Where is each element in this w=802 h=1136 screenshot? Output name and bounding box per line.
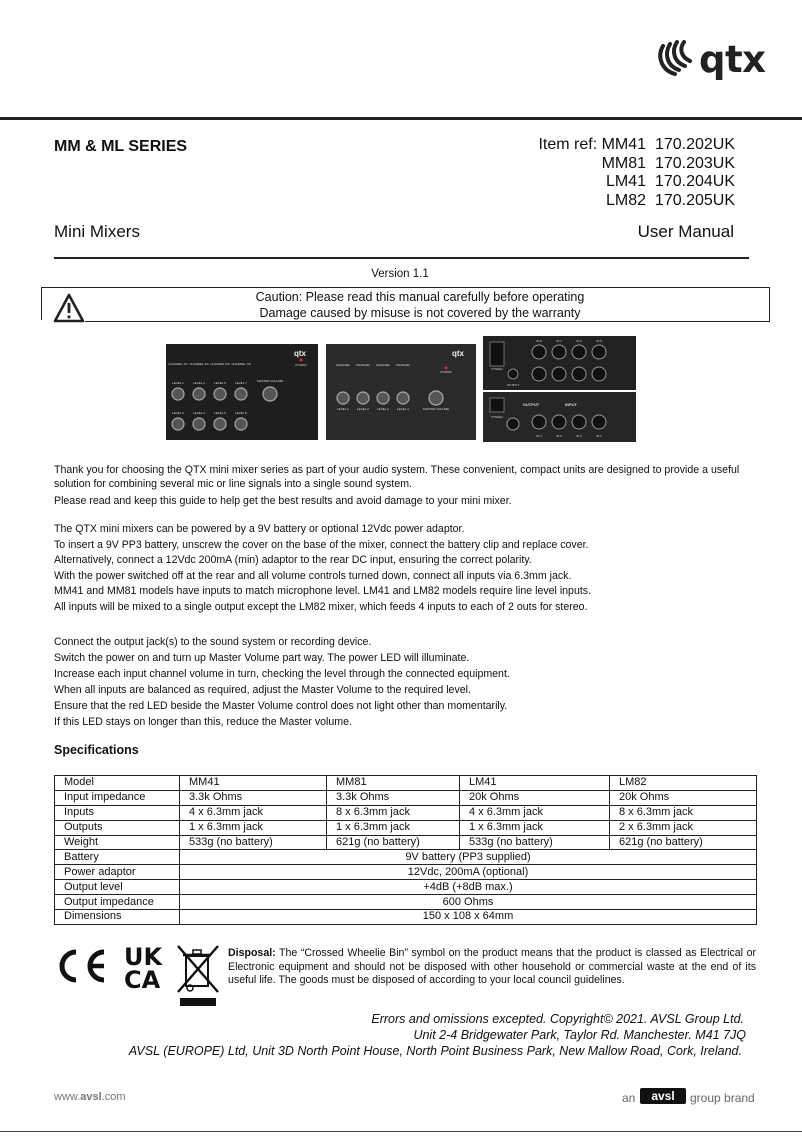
- operation-line: Ensure that the red LED beside the Master Volume control does not light other than momentarily.: [54, 700, 508, 712]
- rear-output-label: OUTPUT: [506, 383, 520, 387]
- spec-cell: 20k Ohms: [460, 790, 610, 805]
- setup-line: Alternatively, connect a 12Vdc 200mA (min) adaptor to the rear DC input, ensuring the correct polarity.: [54, 554, 532, 566]
- spec-label: Output level: [55, 880, 180, 895]
- spec-cell: LM41: [460, 776, 610, 791]
- panel-level-label: LEVEL 4: [193, 411, 205, 415]
- rear-input-label: IN 2: [576, 434, 582, 438]
- panel-level-label: LEVEL 2: [172, 411, 184, 415]
- spec-cell: 12Vdc, 200mA (optional): [180, 865, 757, 880]
- panel-channel-label: CHANNEL 7/8: [231, 362, 251, 366]
- disposal-label: Disposal:: [228, 947, 276, 959]
- table-row: [55, 910, 757, 925]
- specifications-table: [54, 775, 757, 925]
- website-brand: avsl: [80, 1091, 102, 1103]
- top-divider: [0, 117, 802, 120]
- spec-label: Battery: [55, 850, 180, 865]
- website-prefix: www.: [54, 1091, 81, 1103]
- caution-text: [180, 289, 660, 321]
- disposal-text: The “Crossed Wheelie Bin” symbol on the product means that the product is classed as Electrical or Electronic equipment and should not be disposed with other household or commercial waste at the end of its useful life. The goods must be disposed of according to your local council guidelines.: [228, 947, 756, 986]
- table-row: [55, 805, 757, 820]
- series-title: MM & ML SERIES: [54, 138, 188, 155]
- spec-cell: 1 x 6.3mm jack: [180, 820, 327, 835]
- rear-input-label: IN 8: [536, 339, 542, 343]
- spec-cell: 3.3k Ohms: [180, 790, 327, 805]
- panel-channel-label: CHANNEL 3/4: [189, 362, 209, 366]
- caution-line-2: Damage caused by misuse is not covered by the warranty: [259, 306, 581, 320]
- operation-section: [54, 634, 754, 730]
- product-photos: [166, 336, 636, 442]
- header-divider: [54, 257, 749, 259]
- spec-cell: 8 x 6.3mm jack: [610, 805, 757, 820]
- spec-cell: +4dB (+8dB max.): [180, 880, 757, 895]
- product-type: Mini Mixers: [54, 222, 140, 241]
- warning-icon: [53, 293, 85, 323]
- panel-channel-label: CHANNEL 5/6: [210, 362, 230, 366]
- spec-label: Dimensions: [55, 910, 180, 925]
- intro-section: [54, 464, 754, 509]
- weee-bin-icon: [176, 944, 220, 1008]
- footer-address-uk: Unit 2-4 Bridgewater Park, Taylor Rd. Manchester. M41 7JQ: [413, 1028, 746, 1042]
- spec-cell: MM41: [180, 776, 327, 791]
- spec-label: Weight: [55, 835, 180, 850]
- spec-cell: 621g (no battery): [610, 835, 757, 850]
- spec-cell: 3.3k Ohms: [327, 790, 460, 805]
- rear-power-label: POWER: [491, 415, 503, 419]
- spec-cell: 9V battery (PP3 supplied): [180, 850, 757, 865]
- spec-cell: 533g (no battery): [180, 835, 327, 850]
- table-row: [55, 850, 757, 865]
- table-row: [55, 895, 757, 910]
- footer-copyright: Errors and omissions excepted. Copyright© 2021. AVSL Group Ltd.: [371, 1012, 744, 1026]
- spec-label: Input impedance: [55, 790, 180, 805]
- table-row: [55, 820, 757, 835]
- panel-channel-label: CHANNEL 1/2: [168, 362, 188, 366]
- mm41-front-panel: [166, 344, 318, 440]
- setup-section: [54, 522, 754, 615]
- intro-paragraph: Please read and keep this guide to help get the best results and avoid damage to your mini mixer.: [54, 495, 512, 507]
- panel-master-label: MASTER VOLUME: [422, 407, 450, 411]
- operation-line: If this LED stays on longer than this, reduce the Master volume.: [54, 716, 352, 728]
- spec-cell: 621g (no battery): [327, 835, 460, 850]
- qtx-logo: [655, 36, 765, 80]
- spec-cell: 150 x 108 x 64mm: [180, 910, 757, 925]
- website-suffix: .com: [101, 1091, 126, 1103]
- item-ref-line: LM41 170.204UK: [606, 173, 735, 190]
- item-ref-line: LM82 170.205UK: [606, 191, 735, 209]
- panel-level-label: LEVEL 7: [235, 381, 247, 385]
- panel-channel-label: CHANNEL: [355, 363, 371, 367]
- rear-power-label: POWER: [491, 367, 503, 371]
- rear-input-label: IN 3: [556, 434, 562, 438]
- ce-mark-icon: [54, 946, 114, 986]
- spec-cell: 4 x 6.3mm jack: [180, 805, 327, 820]
- avsl-logo: avsl: [640, 1088, 686, 1104]
- operation-line: When all inputs are balanced as required, adjust the Master Volume to the required level.: [54, 684, 471, 696]
- panel-level-label: LEVEL 4: [397, 407, 409, 411]
- spec-cell: 20k Ohms: [610, 790, 757, 805]
- setup-line: The QTX mini mixers can be powered by a 9V battery or optional 12Vdc power adaptor.: [54, 523, 465, 535]
- panel-level-label: LEVEL 1: [337, 407, 349, 411]
- panel-power-label: POWER: [295, 363, 307, 367]
- website-link[interactable]: [54, 1091, 126, 1103]
- spec-cell: 2 x 6.3mm jack: [610, 820, 757, 835]
- rear-input-label: IN 7: [556, 339, 562, 343]
- mm81-front-panel: [326, 344, 476, 440]
- rear-output-label: OUTPUT: [522, 402, 540, 407]
- brand-prefix: an: [622, 1091, 636, 1105]
- panel-channel-label: CHANNEL: [335, 363, 351, 367]
- item-ref-line: Item ref: MM41 170.202UK: [538, 136, 735, 153]
- panel-channel-label: CHANNEL: [375, 363, 391, 367]
- rear-input-label: IN 5: [596, 339, 602, 343]
- panel-level-label: LEVEL 1: [172, 381, 184, 385]
- setup-line: To insert a 9V PP3 battery, unscrew the cover on the base of the mixer, connect the battery clip and replace cover.: [54, 538, 589, 551]
- qtx-swirl-icon: [655, 36, 699, 80]
- table-row: [55, 835, 757, 850]
- panel-logo: qtx: [294, 349, 306, 358]
- intro-paragraph: Thank you for choosing the QTX mini mixer series as part of your audio system. These convenient, compact units are designed to provide a useful solution for combining several mic or line signals into a single sound system.: [54, 464, 740, 490]
- ukca-ca-text: CA: [124, 966, 161, 990]
- spec-cell: 1 x 6.3mm jack: [460, 820, 610, 835]
- rear-input-label: IN 4: [536, 434, 542, 438]
- table-row: [55, 776, 757, 791]
- bottom-divider: [0, 1131, 802, 1132]
- spec-cell: 600 Ohms: [180, 895, 757, 910]
- operation-line: Switch the power on and turn up Master Volume part way. The power LED will illuminate.: [54, 652, 470, 664]
- panel-level-label: LEVEL 5: [214, 381, 226, 385]
- spec-label: Inputs: [55, 805, 180, 820]
- spec-cell: 533g (no battery): [460, 835, 610, 850]
- setup-line: MM41 and MM81 models have inputs to match microphone level. LM41 and LM82 models require line level inputs.: [54, 585, 592, 597]
- version-label: Version 1.1: [371, 268, 429, 280]
- ukca-uk-text: UK: [124, 944, 163, 971]
- panel-power-label: POWER: [440, 370, 452, 374]
- spec-cell: 8 x 6.3mm jack: [327, 805, 460, 820]
- footer-address-eu: AVSL (EUROPE) Ltd, Unit 3D North Point House, North Point Business Park, New Mallow Road, Cork, Ireland.: [128, 1044, 742, 1058]
- spec-label: Model: [55, 776, 180, 791]
- panel-channel-label: CHANNEL: [395, 363, 411, 367]
- item-references: [480, 136, 735, 210]
- panel-master-label: MASTER VOLUME: [256, 379, 284, 383]
- panel-level-label: LEVEL 3: [193, 381, 205, 385]
- caution-line-1: Caution: Please read this manual carefully before operating: [255, 290, 585, 304]
- rear-input-label: IN 1: [596, 434, 602, 438]
- table-row: [55, 790, 757, 805]
- panel-level-label: LEVEL 8: [235, 411, 247, 415]
- rear-panels: [483, 336, 636, 442]
- table-row: [55, 880, 757, 895]
- panel-level-label: LEVEL 3: [377, 407, 389, 411]
- rear-input-label: IN 6: [576, 339, 582, 343]
- item-ref-line: MM81 170.203UK: [601, 154, 735, 172]
- operation-line: Increase each input channel volume in turn, checking the level through the connected equipment.: [54, 668, 510, 680]
- rear-input-label: INPUT: [565, 402, 577, 407]
- panel-level-label: LEVEL 2: [357, 407, 369, 411]
- brand-suffix: group brand: [690, 1091, 755, 1105]
- spec-cell: LM82: [610, 776, 757, 791]
- panel-logo: qtx: [452, 349, 464, 358]
- ukca-mark-icon: [124, 944, 172, 990]
- operation-line: Connect the output jack(s) to the sound system or recording device.: [54, 636, 372, 648]
- spec-cell: 4 x 6.3mm jack: [460, 805, 610, 820]
- spec-label: Outputs: [55, 820, 180, 835]
- panel-level-label: LEVEL 6: [214, 411, 226, 415]
- table-row: [55, 865, 757, 880]
- specifications-title: Specifications: [54, 743, 139, 757]
- spec-label: Output impedance: [55, 895, 180, 910]
- logo-text: qtx: [699, 38, 766, 81]
- setup-line: All inputs will be mixed to a single output except the LM82 mixer, which feeds 4 inputs to each of 2 outs for stereo.: [54, 600, 588, 613]
- group-brand: [620, 1088, 770, 1108]
- spec-cell: 1 x 6.3mm jack: [327, 820, 460, 835]
- setup-line: With the power switched off at the rear and all volume controls turned down, connect all inputs via 6.3mm jack.: [54, 569, 572, 582]
- doc-type: User Manual: [637, 222, 734, 241]
- spec-label: Power adaptor: [55, 865, 180, 880]
- disposal-notice: [228, 947, 756, 988]
- spec-cell: MM81: [327, 776, 460, 791]
